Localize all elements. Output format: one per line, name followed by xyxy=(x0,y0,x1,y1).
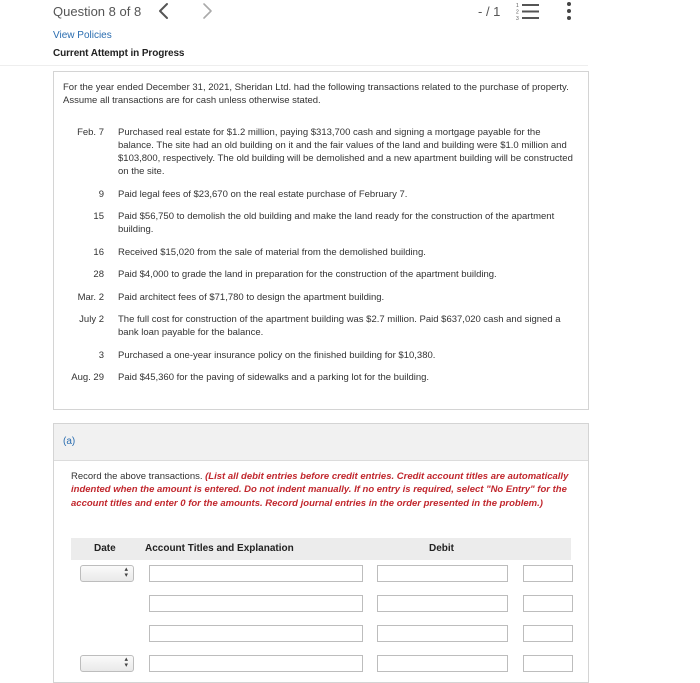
question-score: - / 1 xyxy=(478,4,501,19)
attempt-status: Current Attempt in Progress xyxy=(53,48,185,59)
transaction-date: Feb. 7 xyxy=(77,127,104,138)
previous-question-button[interactable] xyxy=(157,1,171,21)
svg-text:3: 3 xyxy=(516,16,519,21)
credit-input[interactable] xyxy=(523,595,573,612)
column-header-date: Date xyxy=(94,543,116,554)
transaction-date: July 2 xyxy=(79,314,104,325)
part-a-panel xyxy=(53,423,589,683)
transaction-text: Paid $45,360 for the paving of sidewalks and a parking lot for the building. xyxy=(118,372,430,383)
debit-input[interactable] xyxy=(377,625,508,642)
instructions-text: Record the above transactions. xyxy=(71,471,206,482)
numbered-list-icon xyxy=(515,1,541,21)
column-header-debit: Debit xyxy=(429,543,454,554)
question-header xyxy=(0,0,700,24)
view-policies-link[interactable]: View Policies xyxy=(53,30,112,41)
svg-text:2: 2 xyxy=(516,9,519,16)
debit-input[interactable] xyxy=(377,565,508,582)
column-header-account: Account Titles and Explanation xyxy=(145,543,294,554)
select-arrows-icon: ▴ ▾ xyxy=(124,566,128,579)
transaction-date: 28 xyxy=(93,269,104,280)
date-select[interactable] xyxy=(80,655,134,672)
journal-table-header xyxy=(71,538,571,560)
account-title-input[interactable] xyxy=(149,595,363,612)
transaction-date: 3 xyxy=(98,350,104,361)
question-counter: Question 8 of 8 xyxy=(53,4,142,19)
account-title-input[interactable] xyxy=(149,655,363,672)
chevron-left-icon xyxy=(157,1,171,21)
transaction-date: 16 xyxy=(93,247,104,258)
transaction-text: Paid $56,750 to demolish the old building and make the land ready for the construction of the apartment building. xyxy=(118,211,555,235)
credit-input[interactable] xyxy=(523,655,573,672)
part-a-header xyxy=(54,424,588,461)
transaction-date: 9 xyxy=(98,189,104,200)
debit-input[interactable] xyxy=(377,655,508,672)
more-vertical-icon xyxy=(564,1,574,21)
credit-input[interactable] xyxy=(523,625,573,642)
question-list-button[interactable] xyxy=(515,1,541,21)
transaction-text: Purchased a one-year insurance policy on the finished building for $10,380. xyxy=(118,350,436,361)
date-select[interactable] xyxy=(80,565,134,582)
select-arrows-icon: ▴ ▾ xyxy=(124,656,128,669)
transaction-text: The full cost for construction of the apartment building was $2.7 million. Paid $637,020 cash and signed a bank loan payable for the balance. xyxy=(118,314,561,338)
transaction-text: Received $15,020 from the sale of material from the demolished building. xyxy=(118,247,426,258)
transaction-text: Purchased real estate for $1.2 million, paying $313,700 cash and signing a mortgage payable for the balance. The site had an old building on it and the fair values of the land and building were $1.0 million and $103,800, respectively. The old building will be demolished and a new apartment building will be constructed on the site. xyxy=(118,127,573,177)
problem-intro: For the year ended December 31, 2021, Sheridan Ltd. had the following transactions related to the purchase of property. Assume all transactions are for cash unless otherwise stated. xyxy=(63,82,569,106)
header-divider xyxy=(0,65,588,66)
chevron-right-icon xyxy=(200,1,214,21)
svg-text:1: 1 xyxy=(516,3,519,9)
transaction-text: Paid $4,000 to grade the land in preparation for the construction of the apartment building. xyxy=(118,269,497,280)
account-title-input[interactable] xyxy=(149,625,363,642)
next-question-button[interactable] xyxy=(200,1,214,21)
transaction-date: Mar. 2 xyxy=(77,292,104,303)
more-options-button[interactable] xyxy=(564,1,574,21)
account-title-input[interactable] xyxy=(149,565,363,582)
transaction-text: Paid architect fees of $71,780 to design the apartment building. xyxy=(118,292,385,303)
instructions-emphasis: (List all debit entries before credit entries. Credit account titles are automatically indented when the amount is entered. Do not indent manually. If no entry is required, select "No Entry" for the account titles and enter 0 for the amounts. Record journal entries in the order presented in the problem.) xyxy=(71,471,569,509)
problem-statement xyxy=(53,71,589,410)
debit-input[interactable] xyxy=(377,595,508,612)
transaction-date: 15 xyxy=(93,211,104,222)
part-a-instructions xyxy=(71,470,571,510)
part-a-label: (a) xyxy=(63,436,76,447)
transaction-date: Aug. 29 xyxy=(71,372,104,383)
transaction-text: Paid legal fees of $23,670 on the real estate purchase of February 7. xyxy=(118,189,408,200)
credit-input[interactable] xyxy=(523,565,573,582)
